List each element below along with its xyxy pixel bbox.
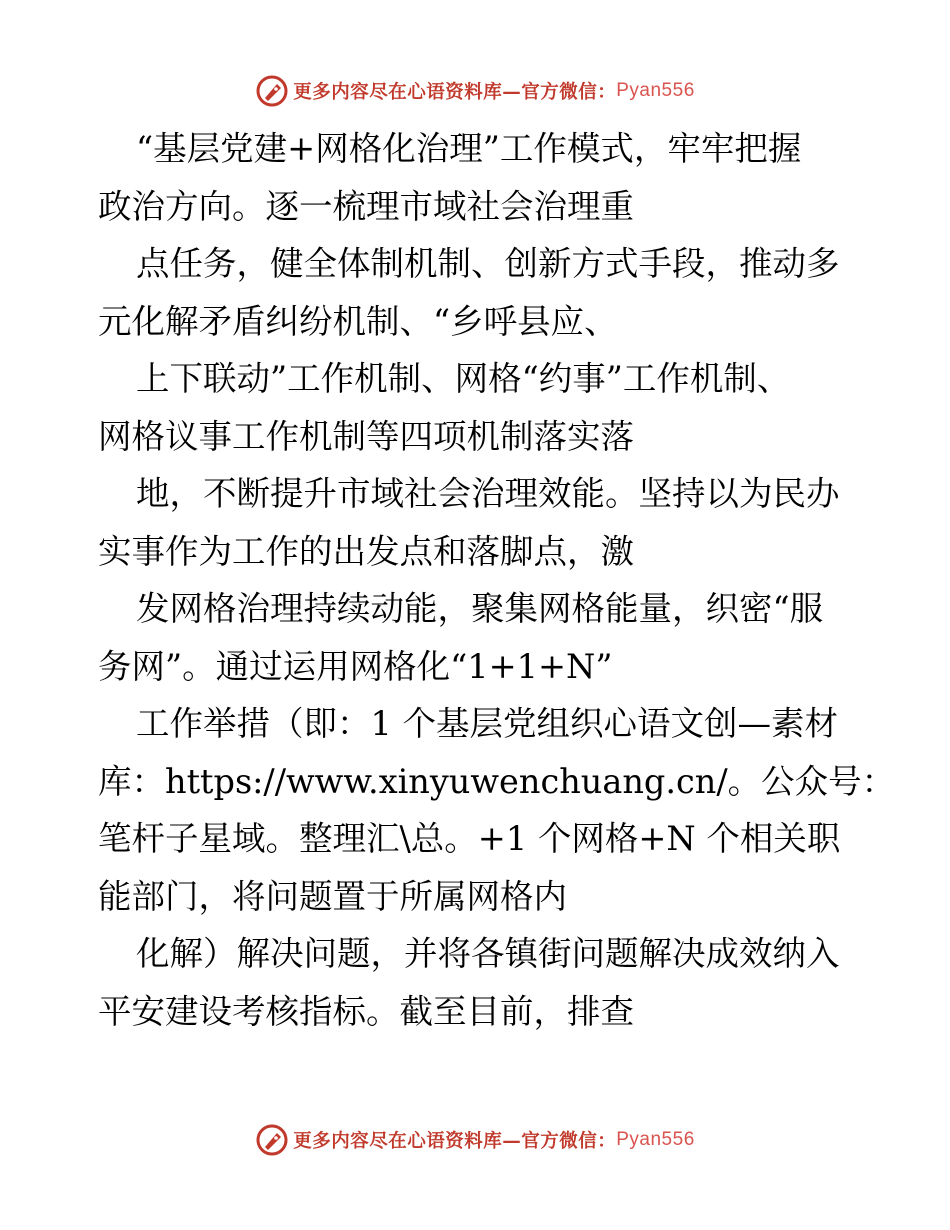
- text-line: 实事作为工作的出发点和落脚点，激: [98, 531, 634, 571]
- watermark-header: [0, 71, 950, 111]
- text-line: 网格议事工作机制等四项机制落实落: [98, 416, 634, 456]
- text-line: 工作举措（即：1 个基层党组织心语文创—素材: [136, 704, 838, 743]
- text-line: 政治方向。逐一梳理市域社会治理重: [98, 186, 634, 226]
- watermark-text: 更多内容尽在心语资料库—官方微信：: [293, 1131, 617, 1152]
- text-line: 能部门，将问题置于所属网格内: [98, 876, 567, 916]
- text-line: 务网”。通过运用网格化“1+1+N”: [98, 646, 613, 686]
- watermark-text: 更多内容尽在心语资料库—官方微信：: [293, 82, 617, 103]
- text-line: 库：https://www.xinyuwenchuang.cn/。公众号：: [98, 761, 896, 801]
- pen-nib-logo-icon: [255, 74, 289, 108]
- text-line: “基层党建+网格化治理”工作模式，牢牢把握: [136, 129, 802, 168]
- text-line: 元化解矛盾纠纷机制、“乡呼县应、: [98, 301, 618, 341]
- pen-nib-logo-icon: [255, 1123, 289, 1157]
- text-line: 化解）解决问题，并将各镇街问题解决成效纳入: [136, 934, 840, 973]
- document-body: [98, 120, 896, 1040]
- watermark-wechat-id: Pyan556: [616, 1129, 695, 1150]
- text-line: 发网格治理持续动能，聚集网格能量，织密“服: [136, 589, 824, 628]
- text-line: 笔杆子星域。整理汇\总。+1 个网格+N 个相关职: [98, 819, 841, 858]
- text-line: 上下联动”工作机制、网格“约事”工作机制、: [136, 359, 791, 398]
- watermark-footer: [0, 1120, 950, 1160]
- text-line: 点任务，健全体制机制、创新方式手段，推动多: [136, 244, 840, 283]
- text-line: 平安建设考核指标。截至目前，排查: [98, 991, 634, 1031]
- watermark-wechat-id: Pyan556: [616, 80, 695, 101]
- text-line: 地，不断提升市域社会治理效能。坚持以为民办: [136, 474, 840, 513]
